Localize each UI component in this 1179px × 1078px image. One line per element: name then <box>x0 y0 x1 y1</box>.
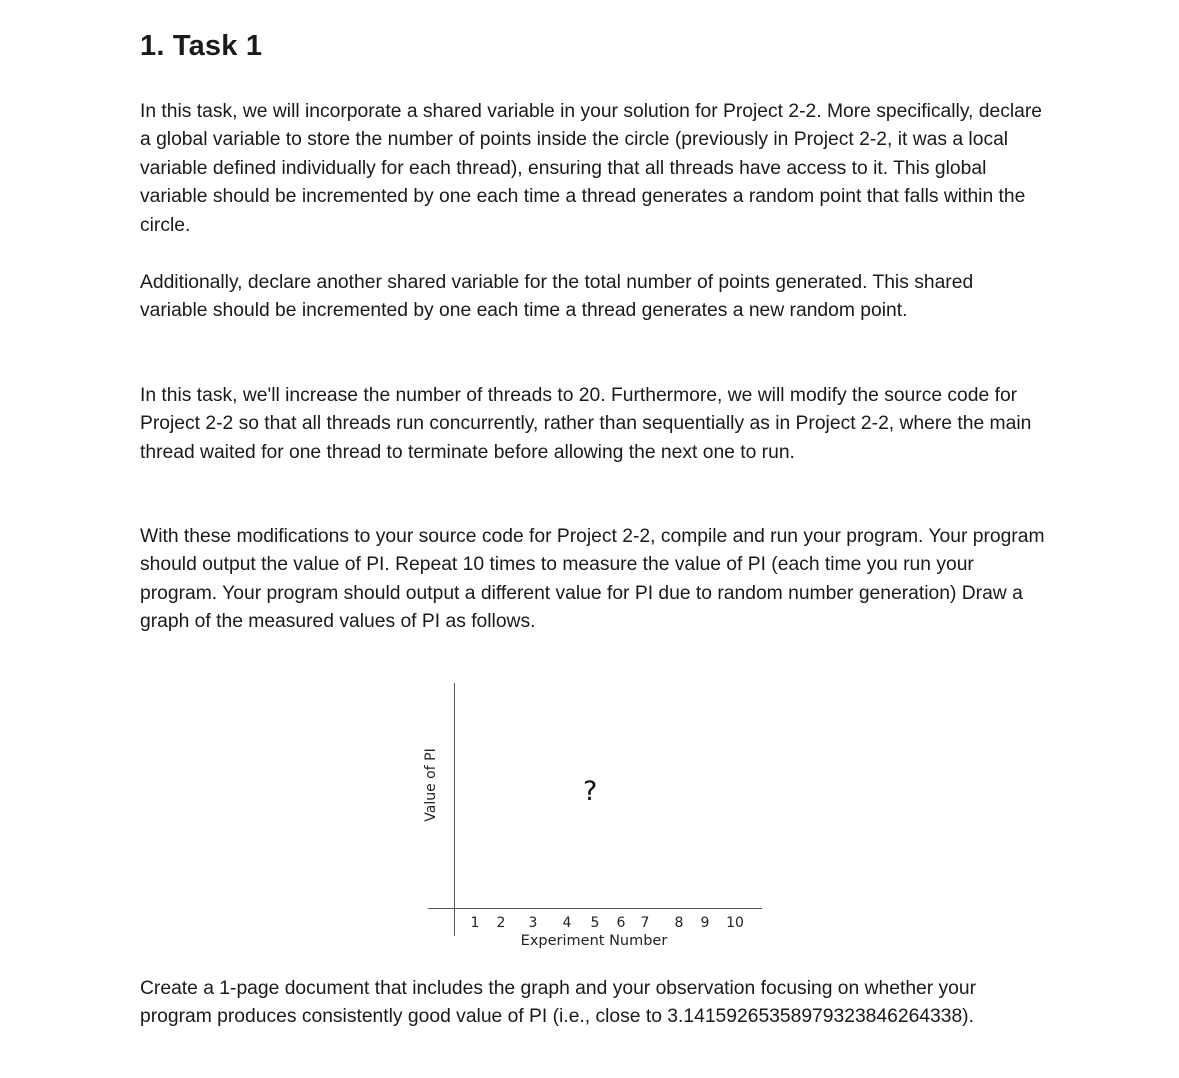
x-tick-label: 1 <box>470 915 480 931</box>
paragraph-threads: In this task, we'll increase the number of threads to 20. Furthermore, we will modify the source code for Project 2-2 so that all threads run concurrently, rather than sequentially as in Project 2-2, where the main thread waited for one thread to terminate before allowing the next one to run. <box>140 385 1032 463</box>
x-tick-label: 6 <box>616 915 626 931</box>
page-title: 1. Task 1 <box>140 30 263 62</box>
paragraph-shared-variable: In this task, we will incorporate a shared variable in your solution for Project 2-2. More specifically, declare a global variable to store the number of points inside the circle (previously in Project 2-2, it was a local variable defined individually for each thread), ensuring that all threads have access to it. This global variable should be incremented by one each time a thread generates a random point that falls within the circle. <box>140 101 1042 236</box>
x-axis-label: Experiment Number <box>520 933 668 949</box>
x-tick-label: 5 <box>590 915 600 931</box>
paragraph-total-points: Additionally, declare another shared variable for the total number of points generated. This shared variable should be incremented by one each time a thread generates a new random point. <box>140 272 974 322</box>
paragraph-instructions: With these modifications to your source code for Project 2-2, compile and run your program. Your program should output the value of PI. Repeat 10 times to measure the value of PI (each time you run your program. Your program should output a different value for PI due to random number generation) Draw a graph of the measured values of PI as follows. <box>140 526 1045 633</box>
x-tick-label: 9 <box>700 915 710 931</box>
x-axis-line <box>428 908 762 909</box>
placeholder-question-mark: ? <box>583 776 598 807</box>
paragraph-deliverable: Create a 1-page document that includes the graph and your observation focusing on whether your program produces consistently good value of PI (i.e., close to 3.14159265358979323846264338). <box>140 978 977 1028</box>
x-tick-label: 3 <box>528 915 538 931</box>
x-tick-label: 4 <box>562 915 572 931</box>
x-tick-label: 2 <box>496 915 506 931</box>
x-tick-label: 8 <box>674 915 684 931</box>
x-tick-label: 10 <box>726 915 744 931</box>
y-axis-label: Value of PI <box>423 748 439 822</box>
y-axis-line <box>454 683 455 936</box>
x-tick-label: 7 <box>640 915 650 931</box>
